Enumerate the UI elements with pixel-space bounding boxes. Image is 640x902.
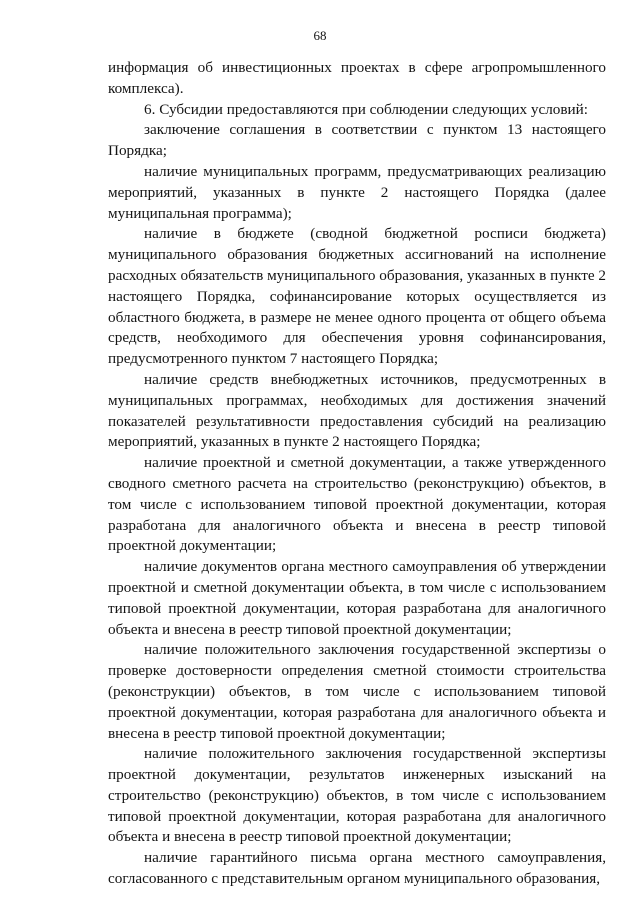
- paragraph-condition-extrabudgetary-funds: наличие средств внебюджетных источников, предусмотренных в муниципальных программах, необходимых для достижения значений показателей результативности предоставления субсидий на реализацию мероприятий, указанных в пункте 2 настоящего Порядка;: [108, 370, 606, 451]
- paragraph-condition-agreement: заключение соглашения в соответствии с пунктом 13 настоящего Порядка;: [108, 121, 606, 160]
- paragraph-item-6-heading: 6. Субсидии предоставляются при соблюдении следующих условий:: [144, 100, 589, 118]
- paragraph-condition-municipal-programs: наличие муниципальных программ, предусматривающих реализацию мероприятий, указанных в пункте 2 настоящего Порядка (далее муниципальная программа);: [108, 162, 606, 222]
- paragraph-condition-cost-expertise: наличие положительного заключения государственной экспертизы о проверке достоверности определения сметной стоимости строительства (реконструкции) объектов, в том числе с использованием типовой проектной документации, которая разработана для аналогичного объекта и внесена в реестр типовой проектной документации;: [108, 641, 606, 742]
- document-body: [108, 58, 606, 890]
- paragraph-condition-project-expertise: наличие положительного заключения государственной экспертизы проектной документации, результатов инженерных изысканий на строительство (реконструкцию) объектов, в том числе с использованием типовой проектной документации, которая разработана для аналогичного объекта и внесена в реестр типовой проектной документации;: [108, 745, 606, 846]
- paragraph-condition-approval-documents: наличие документов органа местного самоуправления об утверждении проектной и сметной документации объекта, в том числе с использованием типовой проектной документации, которая разработана для аналогичного объекта и внесена в реестр типовой проектной документации;: [108, 558, 606, 638]
- paragraph-condition-design-documentation: наличие проектной и сметной документации, а также утвержденного сводного сметного расчета на строительство (реконструкцию) объектов, в том числе с использованием типовой проектной документации, которая разработана для аналогичного объекта и внесена в реестр типовой проектной документации;: [108, 454, 606, 555]
- paragraph-condition-budget-allocations: наличие в бюджете (сводной бюджетной росписи бюджета) муниципального образования бюджетных ассигнований на исполнение расходных обязательств муниципального образования, указанных в пункте 2 настоящего Порядка, софинансирование которых осуществляется из областного бюджета, в размере не менее одного процента от общего объема средств, необходимого для обеспечения уровня софинансирования, предусмотренного пунктом 7 настоящего Порядка;: [108, 225, 606, 368]
- paragraph-continuation: информация об инвестиционных проектах в сфере агропромышленного комплекса).: [108, 59, 606, 97]
- page-number: 68: [313, 28, 327, 43]
- paragraph-condition-guarantee-letter: наличие гарантийного письма органа местного самоуправления, согласованного с представительным органом муниципального образования,: [108, 849, 606, 888]
